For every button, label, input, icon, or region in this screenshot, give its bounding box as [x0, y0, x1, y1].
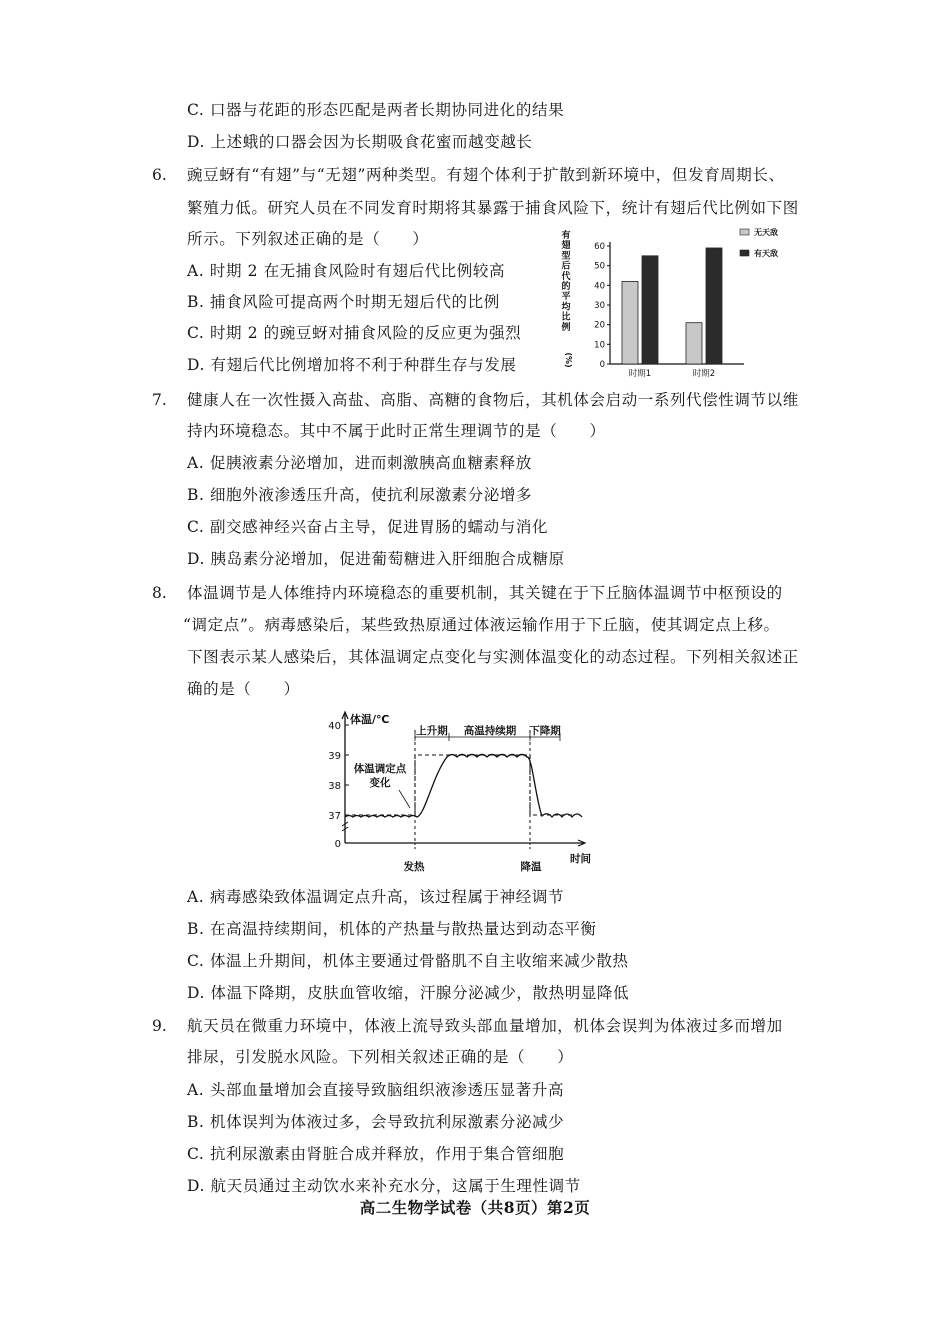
- legend-label: 无天敌: [754, 228, 778, 237]
- bar-no-enemy: [622, 281, 638, 364]
- y-tick-label: 50: [594, 261, 605, 272]
- q7-option-d: D. 胰岛素分泌增加，促进葡萄糖进入肝细胞合成糖原: [187, 550, 565, 568]
- x-axis-label: 时间: [570, 853, 591, 865]
- q9-option-b: B. 机体误判为体液过多，会导致抗利尿激素分泌减少: [187, 1113, 565, 1131]
- y-tick-label: 38: [328, 781, 341, 792]
- bar-enemy: [706, 248, 722, 364]
- q8-stem-line: “调定点”。病毒感染后，某些致热原通过体液运输作用于下丘脑，使其调定点上移。: [183, 616, 780, 634]
- y-tick-label: 37: [328, 811, 341, 822]
- q9-option-c: C. 抗利尿激素由肾脏合成并释放，作用于集合管细胞: [187, 1145, 565, 1163]
- y-axis-label-char: 型: [561, 251, 571, 262]
- y-tick-label: 40: [328, 721, 341, 732]
- x-marker-label: 降温: [520, 861, 542, 873]
- y-axis-label-char: 代: [561, 271, 571, 282]
- q7-option-a: A. 促胰液素分泌增加，进而刺激胰高血糖素释放: [187, 454, 532, 472]
- y-tick-label: 40: [594, 281, 605, 292]
- q8-stem-line: 下图表示某人感染后，其体温调定点变化与实测体温变化的动态过程。下列相关叙述正: [187, 648, 799, 666]
- q6-option-b: B. 捕食风险可提高两个时期无翅后代的比例: [187, 293, 500, 311]
- body-temperature-chart: [322, 710, 598, 880]
- q8-option-a: A. 病毒感染致体温调定点升高，该过程属于神经调节: [187, 888, 565, 906]
- q6-stem-line: 豌豆蚜有“有翅”与“无翅”两种类型。有翅个体利于扩散到新环境中，但发育周期长、: [187, 166, 785, 184]
- q6-stem-line: 所示。下列叙述正确的是（ ）: [187, 230, 429, 248]
- y-tick-label: 60: [594, 242, 605, 252]
- q9-stem-line: 航天员在微重力环境中，体液上流导致头部血量增加，机体会误判为体液过多而增加: [187, 1017, 783, 1035]
- q9-number: 9.: [152, 1017, 167, 1035]
- y-tick-label: 0: [334, 839, 341, 850]
- y-tick-label: 30: [594, 301, 605, 311]
- q7-option-b: B. 细胞外液渗透压升高，使抗利尿激素分泌增多: [187, 486, 533, 504]
- y-axis-label-char: 的: [561, 282, 571, 292]
- y-axis-label-char: 后: [561, 261, 571, 272]
- q8-number: 8.: [152, 584, 167, 602]
- y-axis-label-char: 有: [561, 231, 571, 241]
- q9-stem-line: 排尿，引发脱水风险。下列相关叙述正确的是（ ）: [187, 1048, 574, 1066]
- y-axis-label-char: 例: [561, 322, 571, 333]
- phase-label: 下降期: [529, 725, 561, 737]
- winged-offspring-bar-chart: [558, 222, 798, 384]
- y-tick-label: 20: [594, 320, 605, 331]
- q5-option-d: D. 上述蛾的口器会因为长期吸食花蜜而越变越长: [187, 133, 533, 151]
- legend-swatch: [740, 250, 749, 256]
- x-tick-label: 时期1: [628, 369, 652, 379]
- q8-stem-line: 确的是（ ）: [187, 680, 300, 698]
- q8-option-b: B. 在高温持续期间，机体的产热量与散热量达到动态平衡: [187, 920, 597, 938]
- y-tick-label: 0: [599, 360, 605, 370]
- q5-option-c: C. 口器与花距的形态匹配是两者长期协同进化的结果: [187, 101, 565, 119]
- y-axis-label-char: 平: [561, 292, 571, 303]
- q6-option-a: A. 时期 2 在无捕食风险时有翅后代比例较高: [187, 262, 506, 280]
- y-axis-label-char: 翅: [561, 241, 571, 252]
- q7-option-c: C. 副交感神经兴奋占主导，促进胃肠的蠕动与消化: [187, 518, 549, 536]
- phase-label: 上升期: [416, 725, 448, 737]
- q6-option-d: D. 有翅后代比例增加将不利于种群生存与发展: [187, 356, 517, 374]
- bar-enemy: [642, 256, 658, 364]
- page-footer: 高二生物学试卷（共8页）第2页: [359, 1198, 591, 1217]
- q6-number: 6.: [152, 166, 167, 184]
- q7-number: 7.: [152, 391, 167, 409]
- y-axis-label-char: 均: [561, 302, 571, 313]
- legend-swatch: [740, 229, 749, 235]
- q9-option-a: A. 头部血量增加会直接导致脑组织液渗透压显著升高: [187, 1081, 565, 1099]
- legend-label: 有天敌: [754, 249, 778, 258]
- x-marker-label: 发热: [403, 861, 425, 873]
- y-axis-label: 体温/℃: [350, 713, 390, 726]
- setpoint-annotation: 体温调定点: [353, 763, 407, 775]
- phase-label: 高温持续期: [463, 725, 517, 737]
- q8-option-c: C. 体温上升期间，机体主要通过骨骼肌不自主收缩来减少散热: [187, 952, 629, 970]
- q7-stem-line: 持内环境稳态。其中不属于此时正常生理调节的是（ ）: [187, 422, 606, 440]
- y-axis-label-char: 比: [561, 312, 571, 323]
- y-axis-label-unit: (%): [564, 352, 573, 368]
- q6-stem-line: 繁殖力低。研究人员在不同发育时期将其暴露于捕食风险下，统计有翅后代比例如下图: [187, 199, 799, 217]
- q8-stem-line: 体温调节是人体维持内环境稳态的重要机制，其关键在于下丘脑体温调节中枢预设的: [187, 584, 783, 602]
- q7-stem-line: 健康人在一次性摄入高盐、高脂、高糖的食物后，其机体会启动一系列代偿性调节以维: [187, 391, 799, 409]
- annotation-pointer: [399, 790, 410, 808]
- q6-option-c: C. 时期 2 的豌豆蚜对捕食风险的反应更为强烈: [187, 324, 522, 342]
- x-tick-label: 时期2: [692, 369, 716, 379]
- bar-no-enemy: [686, 323, 702, 364]
- q8-option-d: D. 体温下降期，皮肤血管收缩，汗腺分泌减少，散热明显降低: [187, 984, 630, 1002]
- q9-option-d: D. 航天员通过主动饮水来补充水分，这属于生理性调节: [187, 1177, 581, 1195]
- y-tick-label: 39: [328, 751, 341, 762]
- setpoint-annotation: 变化: [369, 777, 391, 789]
- y-tick-label: 10: [594, 340, 605, 351]
